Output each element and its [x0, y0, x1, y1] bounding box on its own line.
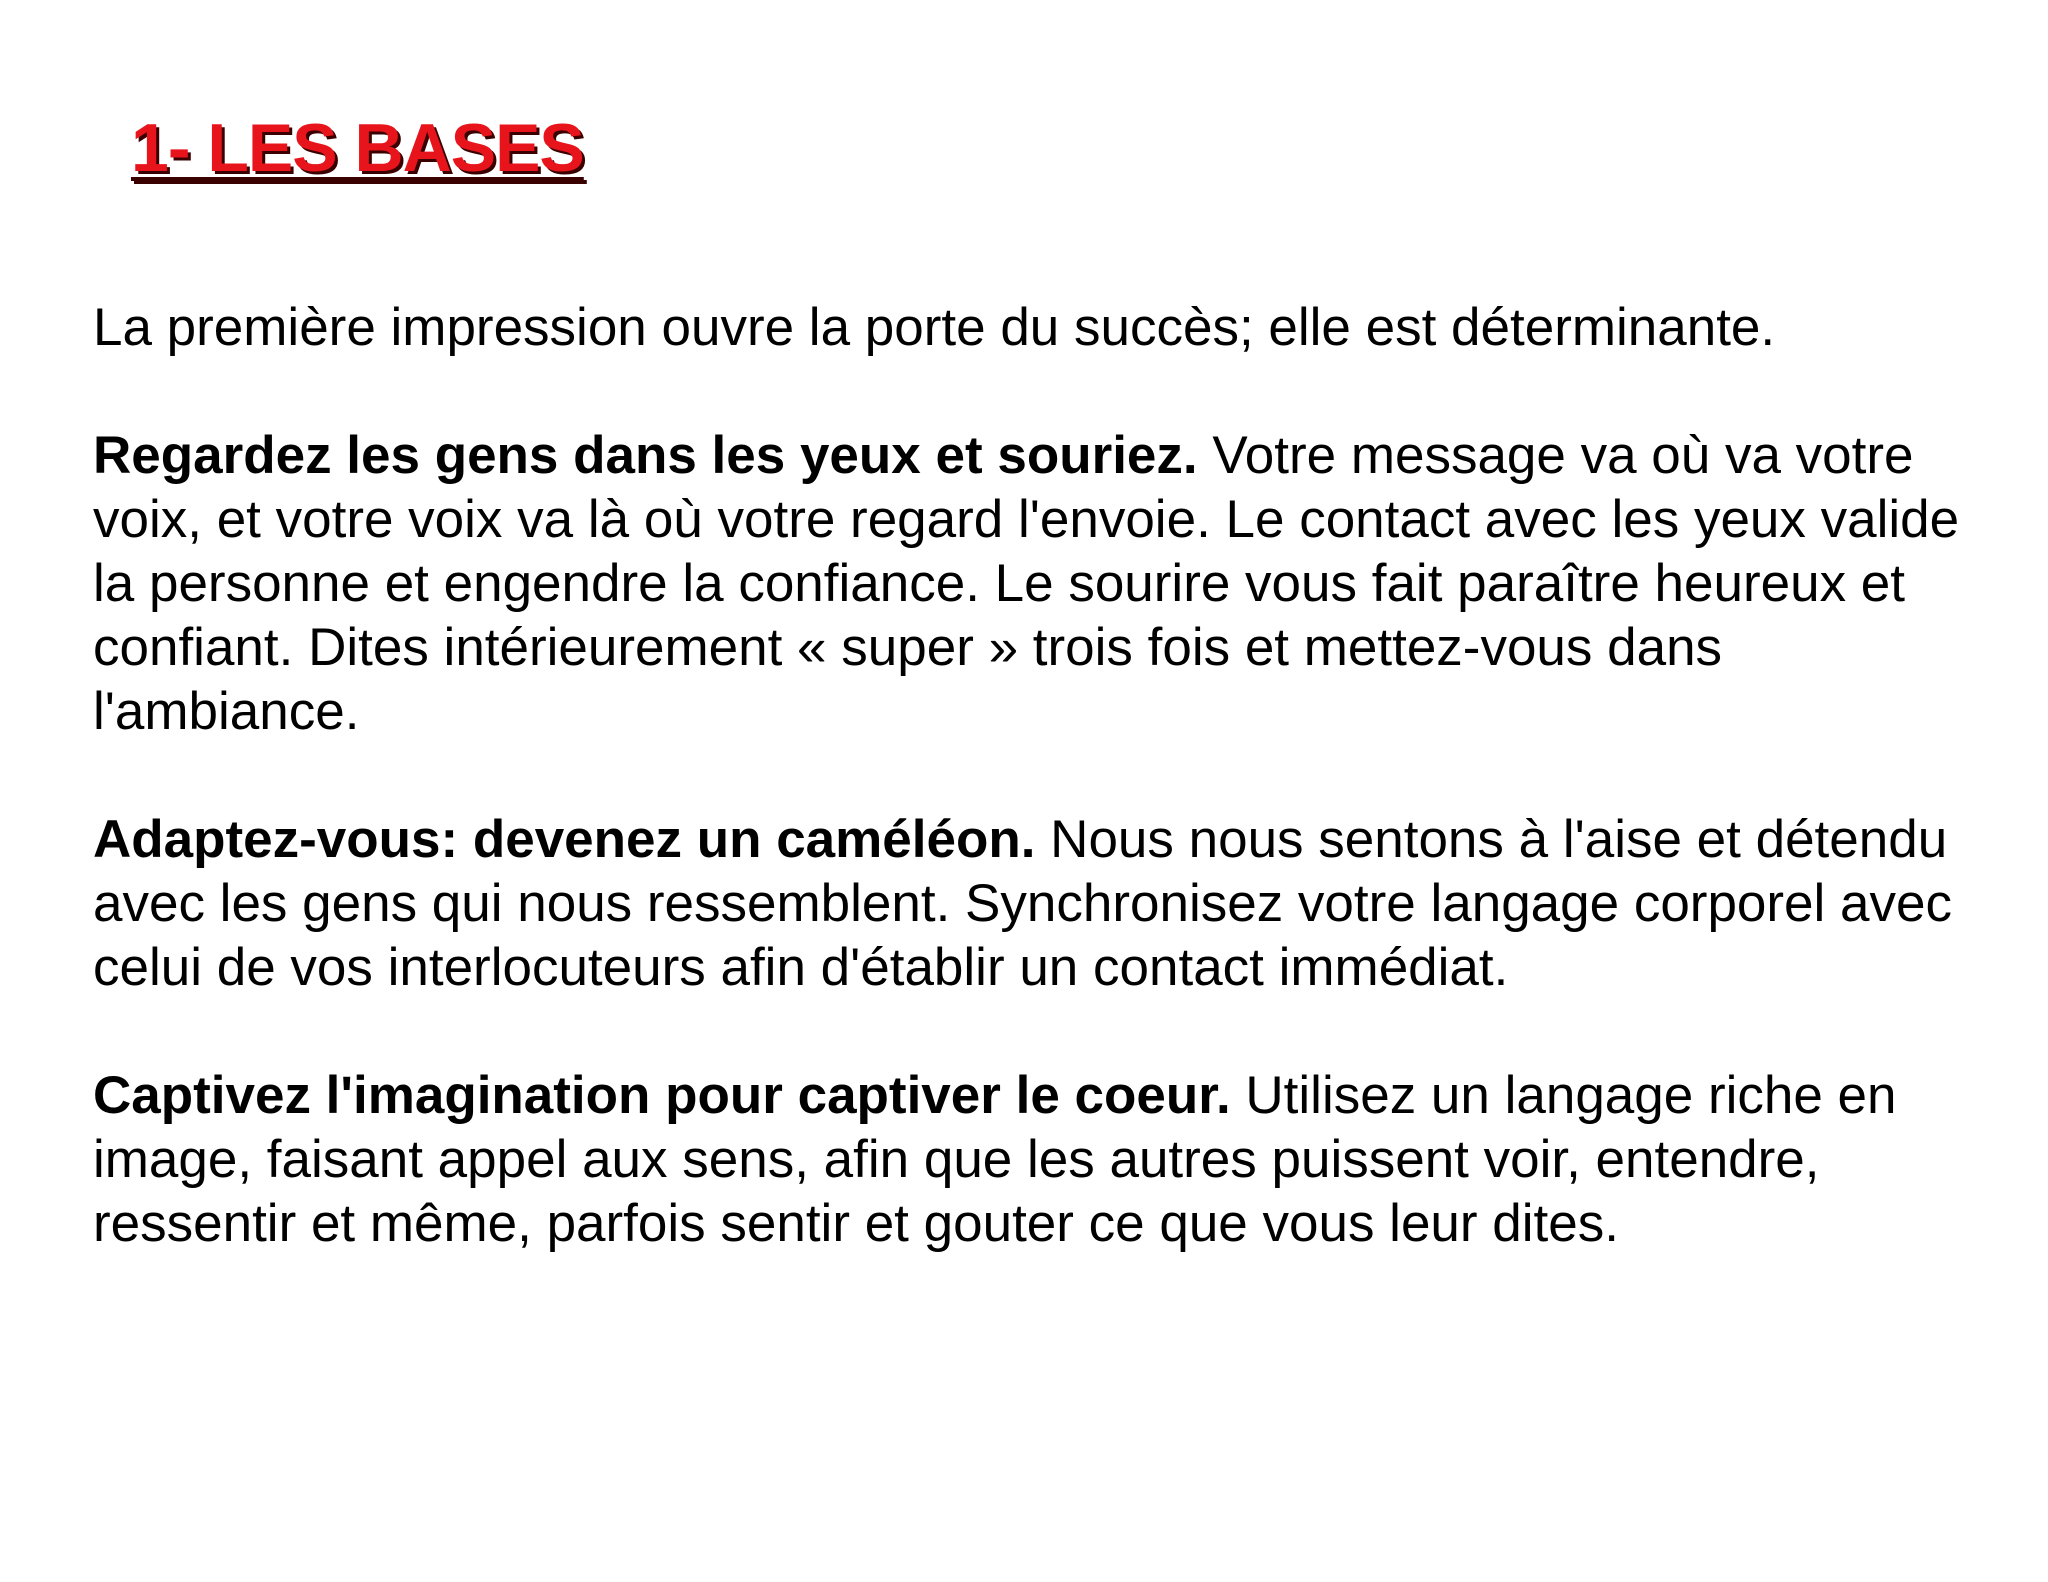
- slide-title: 1- LES BASES: [131, 110, 584, 186]
- paragraph-lead: Adaptez-vous: devenez un caméléon.: [93, 810, 1036, 869]
- slide-body: [93, 296, 1973, 1320]
- paragraph-text: Nous nous sentons à l'aise et détendu avec les gens qui nous ressemblent. Synchronisez votre langage corporel avec celui de vos interlocuteurs afin d'établir un contact immédiat.: [93, 810, 1952, 997]
- paragraph-text: Utilisez un langage riche en image, faisant appel aux sens, afin que les autres puissent voir, entendre, ressentir et même, parfois sentir et gouter ce que vous leur dites.: [93, 1066, 1897, 1253]
- paragraph-chameleon: [93, 808, 1973, 1000]
- intro-paragraph: La première impression ouvre la porte du succès; elle est déterminante.: [93, 298, 1776, 357]
- paragraph-text: Votre message va où va votre voix, et votre voix va là où votre regard l'envoie. Le contact avec les yeux valide la personne et engendre la confiance. Le sourire vous fait paraître heureux et confiant. Dites intérieurement « super » trois fois et mettez-vous dans l'ambiance.: [93, 426, 1960, 741]
- paragraph-eye-contact: [93, 424, 1973, 744]
- paragraph-imagination: [93, 1064, 1973, 1256]
- paragraph-lead: Regardez les gens dans les yeux et souriez.: [93, 426, 1198, 485]
- paragraph-lead: Captivez l'imagination pour captiver le coeur.: [93, 1066, 1231, 1125]
